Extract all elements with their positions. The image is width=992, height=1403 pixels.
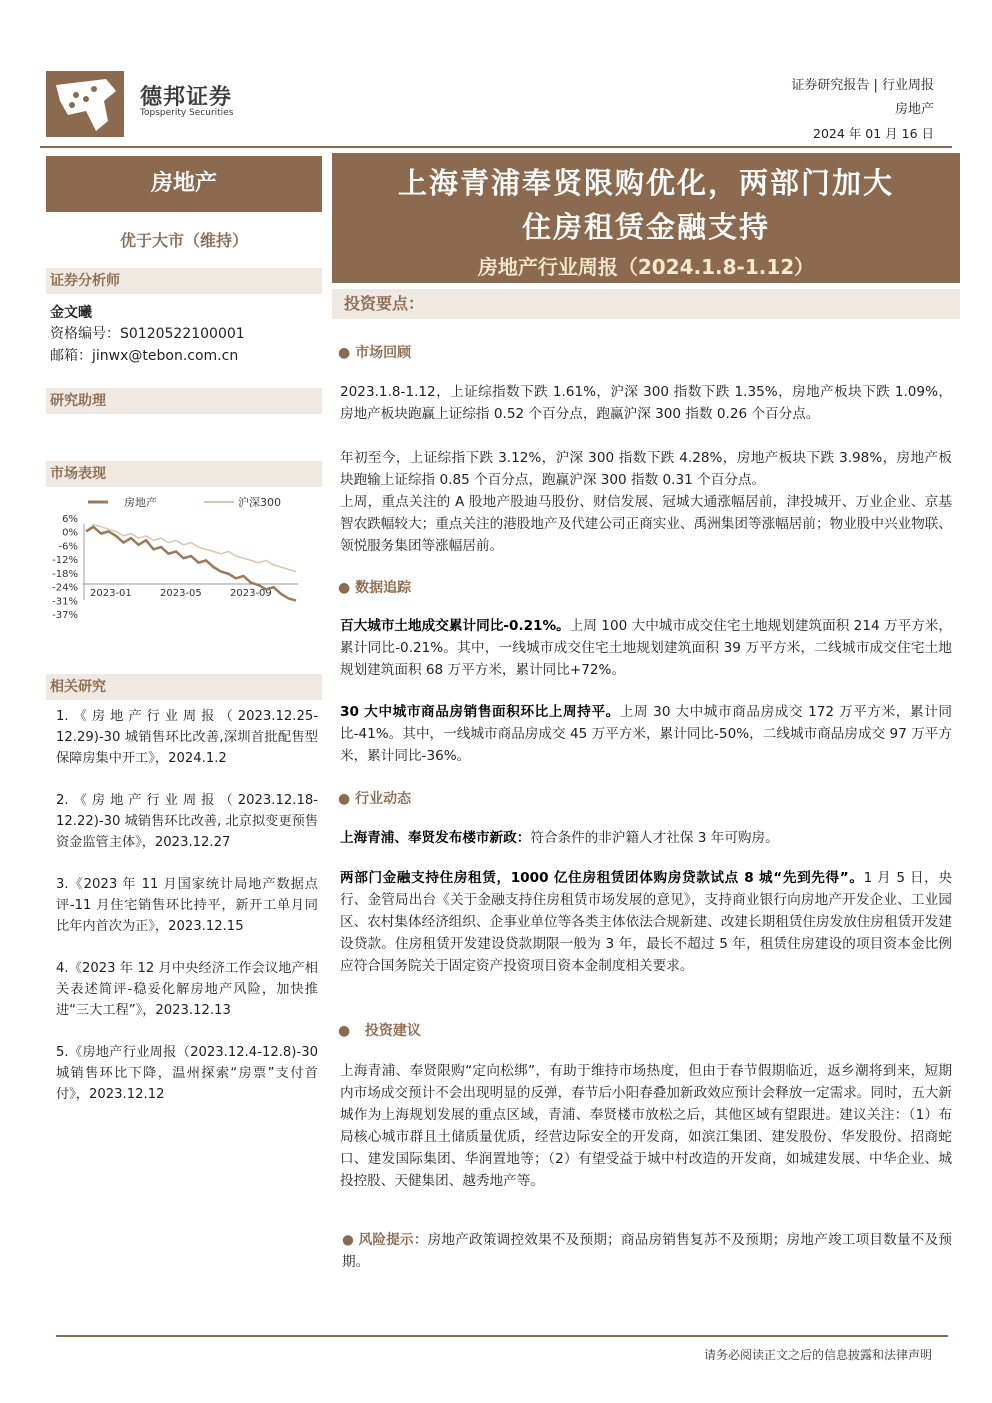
assistant-heading: 研究助理 [46,388,322,414]
related-item[interactable]: 5.《房地产行业周报（2023.12.4-12.8)-30 城销售环比下降，温州探索“房票”支付首付》，2023.12.12 [56,1045,318,1102]
y-tick-label: -24% [52,582,78,594]
paragraph-text: 上周 30 大中城市商品房成交 172 万平方米，累计同比-41%。其中，一线城市商品房成交 45 万平方米，累计同比-50%，二线城市商品房成交 97 万平方米，累计同比-36%。 [340,704,952,764]
report-type: 证券研究报告 | 行业周报 [791,78,934,93]
paragraph-text: 1 月 5 日，央行、金管局出台《关于金融支持住房租赁市场发展的意见》，支持商业银行向房地产开发企业、工业园区、农村集体经济组织、企事业单位等各类主体依法合规新建、改建长期租赁住房发放住房租赁开发建设贷款。住房租赁开发建设贷款期限一般为 3 年，最长不超过 5 年，租赁住房建设的项目资本金比例应符合国务院关于固定资产投资项目资本金制度相关要求。 [340,870,952,974]
risk-paragraph [342,1229,952,1273]
section-heading-advice: ● 投资建议 [338,1023,421,1039]
legend-label-re: 房地产 [124,496,157,509]
related-item[interactable]: 2.《房地产行业周报（2023.12.18-12.22)-30 城销售环比改善, 北京拟变更预售资金监管主体》，2023.12.27 [56,793,318,850]
company-name-cn: 德邦证券 [140,85,233,110]
industry-title: 房地产 [46,156,322,212]
market-chart [46,496,322,636]
paragraph-lead: 百大城市土地成交累计同比-0.21%。 [340,618,570,634]
report-title-line1: 上海青浦奉贤限购优化，两部门加大 [397,166,894,200]
footer-rule [56,1335,948,1337]
paragraph-lead: 两部门金融支持住房租赁，1000 亿住房租赁团体购房贷款试点 8 城“先到先得”。 [340,870,864,886]
paragraph: 上周，重点关注的 A 股地产股迪马股份、财信发展、冠城大通涨幅居前，津投城开、万业企业、京基智农跌幅较大；重点关注的港股地产及代建公司正商实业、禹洲集团等涨幅居前；物业股中兴业物联、领悦服务集团等涨幅居前。 [340,494,952,554]
footer-disclaimer: 请务必阅读正文之后的信息披露和法律声明 [703,1348,932,1362]
paragraph: 2023.1.8-1.12，上证综指数下跌 1.61%，沪深 300 指数下跌 1.35%，房地产板块下跌 1.09%，房地产板块跑赢上证综指 0.52 个百分点，跑赢沪深 300 指数 0.26 个百分点。 [340,384,952,422]
x-tick-label: 2023-05 [160,588,202,599]
y-tick-label: -18% [52,568,78,580]
section-heading-data: ● 数据追踪 [338,580,412,596]
market-heading: 市场表现 [46,461,322,487]
bullet-icon: ● [342,1232,359,1248]
report-date: 2024 年 01 月 16 日 [813,126,934,141]
paragraph [340,867,952,977]
section-heading-text: 投资建议 [364,1023,421,1039]
paragraph-lead: 上海青浦、奉贤发布楼市新政： [340,830,531,846]
report-subtitle: 房地产行业周报（2024.1.8-1.12） [477,255,815,279]
rating: 优于大市（维持） [119,231,248,250]
key-points-heading: 投资要点： [332,289,960,319]
related-item[interactable]: 3.《2023 年 11 月国家统计局地产数据点评-11 月住宅销售环比持平，新开工单月同比年内首次为正》，2023.12.15 [56,877,318,934]
risk-text: 房地产政策调控效果不及预期；商品房销售复苏不及预期；房地产竣工项目数量不及预期。 [342,1232,953,1270]
analyst-cert: 资格编号：S0120522100001 [50,326,245,342]
report-title-line2: 住房租赁金融支持 [521,210,770,244]
section-heading-news: ● 行业动态 [338,791,412,807]
paragraph: 上海青浦、奉贤限购“定向松绑”，有助于维持市场热度，但由于春节假期临近，返乡潮将到来，短期内市场成交预计不会出现明显的反弹，春节后小阳春叠加新政效应预计会释放一定需求。同时，五大新城作为上海规划发展的重点区域，青浦、奉贤楼市放松之后，其他区域有望跟进。建议关注：（1）布局核心城市群且土储质量优质，经营边际安全的开发商，如滨江集团、建发股份、华发股份、招商蛇口、建发国际集团、华润置地等；（2）有望受益于城中村改造的开发商，如城建发展、中华企业、城投控股、天健集团、越秀地产等。 [340,1063,952,1189]
paragraph-text: 上周 100 大中城市成交住宅土地规划建筑面积 214 万平方米，累计同比-0.21%。其中，一线城市成交住宅土地规划建筑面积 39 万平方米，二线城市成交住宅土地规划建筑面积 68 万平方米，累计同比+72%。 [340,618,952,678]
analyst-heading: 证券分析师 [46,268,322,294]
related-item[interactable]: 4.《2023 年 12 月中央经济工作会议地产相关表述简评-稳妥化解房地产风险，加快推进“三大工程”》，2023.12.13 [56,961,318,1018]
header-rule [40,146,952,148]
x-tick-label: 2023-01 [90,588,132,599]
related-item[interactable]: 1.《房地产行业周报（2023.12.25-12.29)-30 城销售环比改善,深圳首批配售型保障房集中开工》，2024.1.2 [56,709,318,766]
y-tick-label: -31% [52,596,78,608]
y-tick-label: 6% [62,514,78,525]
section-heading-text: 行业动态 [355,791,412,807]
section-heading-text: 数据追踪 [355,580,412,596]
analyst-name: 金文曦 [50,305,92,321]
y-tick-label: -12% [52,555,78,567]
analyst-email[interactable]: 邮箱：jinwx@tebon.com.cn [50,348,239,364]
header-industry: 房地产 [894,102,934,117]
x-tick-label: 2023-09 [230,588,272,599]
paragraph [340,827,952,849]
y-tick-label: -37% [52,610,78,621]
paragraph: 年初至今，上证综指下跌 3.12%，沪深 300 指数下跌 4.28%，房地产板块下跌 3.98%，房地产板块跑输上证综指 0.85 个百分点，跑赢沪深 300 指数 0.31 个百分点。 [340,450,952,488]
company-logo [46,71,124,137]
paragraph-text: 符合条件的非沪籍人才社保 3 年可购房。 [530,830,779,846]
section-heading-text: 市场回顾 [355,345,412,361]
report-title-block [332,153,960,283]
series-line-hs [86,525,296,572]
company-name-en: Topsperity Securities [140,108,234,118]
paragraph-lead: 30 大中城市商品房销售面积环比上周持平。 [340,704,620,720]
y-tick-label: -6% [58,541,78,553]
paragraph [340,615,952,681]
related-heading: 相关研究 [46,674,322,700]
risk-label: 风险提示： [358,1232,428,1248]
paragraph [340,701,952,767]
section-heading-market-review: ● 市场回顾 [338,345,412,361]
legend-label-hs: 沪深300 [238,496,281,509]
y-tick-label: 0% [62,527,78,539]
